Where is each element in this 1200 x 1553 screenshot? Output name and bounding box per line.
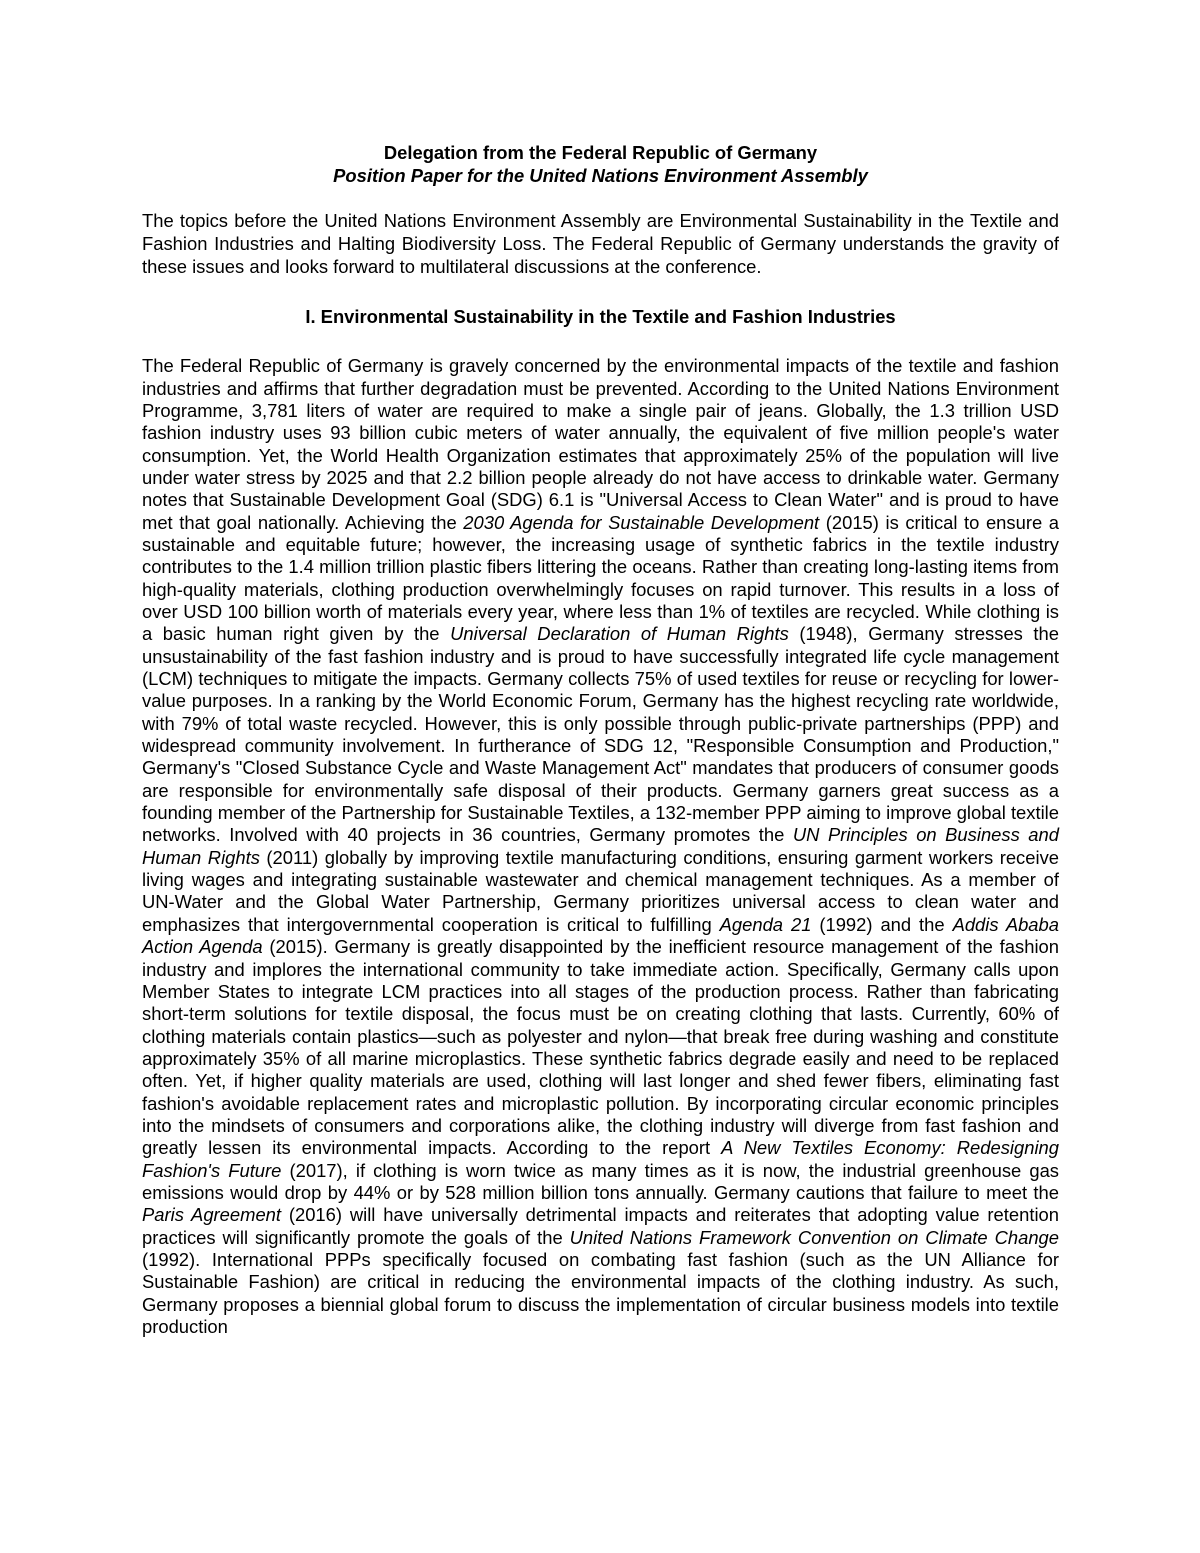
body-text-segment: (2015) is critical to ensure a sustainable and equitable future; however, the increasing usage of synthetic fabrics in the textile industry contributes to the 1.4 million trillion plastic fibers littering the oceans. Rather than creating long-lasting items from high-quality materials, clothing production overwhelmingly focuses on rapid turnover. This results in a loss of over USD 100 billion worth of materials every year, where less than 1% of textiles are recycled. While clothing is a basic human right given by the [142, 511, 1059, 645]
document-page [142, 142, 1059, 1338]
body-paragraph [142, 355, 1059, 1338]
body-italic-title: A New Textiles Economy: Redesigning Fashion's Future [142, 1137, 1059, 1181]
body-text-segment: (1992) and the [811, 913, 953, 935]
body-text-segment: (2016) will have universally detrimental impacts and reiterates that adopting value retention practices will significantly promote the goals of the [142, 1204, 1059, 1248]
body-text-segment: (1992). International PPPs specifically focused on combating fast fashion (such as the UN Alliance for Sustainable Fashion) are critical in reducing the environmental impacts of the clothing industry. As such, Germany proposes a biennial global forum to discuss the implementation of circular business models into textile production [142, 1248, 1059, 1337]
body-italic-title: Agenda 21 [719, 913, 812, 935]
body-text-segment: The Federal Republic of Germany is gravely concerned by the environmental impacts of the textile and fashion industries and affirms that further degradation must be prevented. According to the United Nations Environment Programme, 3,781 liters of water are required to make a single pair of jeans. Globally, the 1.3 trillion USD fashion industry uses 93 billion cubic meters of water annually, the equivalent of five million people's water consumption. Yet, the World Health Organization estimates that approximately 25% of the population will live under water stress by 2025 and that 2.2 billion people already do not have access to drinkable water. Germany notes that Sustainable Development Goal (SDG) 6.1 is "Universal Access to Clean Water" and is proud to have met that goal nationally. Achieving the [142, 355, 1059, 533]
body-text-segment: (2015). Germany is greatly disappointed by the inefficient resource management of the fashion industry and implores the international community to take immediate action. Specifically, Germany calls upon Member States to integrate LCM practices into all stages of the production process. Rather than fabricating short-term solutions for textile disposal, the focus must be on creating clothing that lasts. Currently, 60% of clothing materials contain plastics—such as polyester and nylon—that break free during washing and constitute approximately 35% of all marine microplastics. These synthetic fabrics degrade easily and need to be replaced often. Yet, if higher quality materials are used, clothing will last longer and shed fewer fibers, eliminating fast fashion's avoidable replacement rates and microplastic pollution. By incorporating circular economic principles into the mindsets of consumers and corporations alike, the clothing industry will diverge from fast fashion and greatly lessen its environmental impacts. According to the report [142, 936, 1059, 1159]
intro-paragraph: The topics before the United Nations Environment Assembly are Environmental Sustainability in the Textile and Fashion Industries and Halting Biodiversity Loss. The Federal Republic of Germany understands the gravity of these issues and looks forward to multilateral discussions at the conference. [142, 210, 1059, 277]
body-italic-title: Universal Declaration of Human Rights [450, 623, 789, 645]
section-heading: I. Environmental Sustainability in the Textile and Fashion Industries [305, 305, 896, 327]
body-text-segment: (2017), if clothing is worn twice as many times as it is now, the industrial greenhouse gas emissions would drop by 44% or by 528 million billion tons annually. Germany cautions that failure to meet the [142, 1159, 1059, 1203]
document-subtitle: Position Paper for the United Nations Environment Assembly [333, 164, 868, 186]
document-title: Delegation from the Federal Republic of Germany [383, 142, 818, 163]
body-italic-title: United Nations Framework Convention on Climate Change [569, 1226, 1060, 1248]
body-italic-title: Paris Agreement [142, 1204, 282, 1226]
body-italic-title: UN Principles on Business and Human Rights [142, 824, 1059, 868]
body-italic-title: Addis Ababa Action Agenda [142, 913, 1059, 958]
body-italic-title: 2030 Agenda for Sustainable Development [463, 511, 820, 533]
body-text-segment: (1948), Germany stresses the unsustainability of the fast fashion industry and is proud to have successfully integrated life cycle management (LCM) techniques to mitigate the impacts. Germany collects 75% of used textiles for reuse or recycling for lower-value purposes. In a ranking by the World Economic Forum, Germany has the highest recycling rate worldwide, with 79% of total waste recycled. However, this is only possible through public-private partnerships (PPP) and widespread community involvement. In furtherance of SDG 12, "Responsible Consumption and Production," Germany's "Closed Substance Cycle and Waste Management Act" mandates that producers of consumer goods are responsible for environmentally safe disposal of their products. Germany garners great success as a founding member of the Partnership for Sustainable Textiles, a 132-member PPP aiming to improve global textile networks. Involved with 40 projects in 36 countries, Germany promotes the [142, 623, 1059, 846]
body-text-segment: (2011) globally by improving textile manufacturing conditions, ensuring garment workers receive living wages and integrating sustainable wastewater and chemical management techniques. As a member of UN-Water and the Global Water Partnership, Germany prioritizes universal access to clean water and emphasizes that intergovernmental cooperation is critical to fulfilling [142, 846, 1059, 935]
